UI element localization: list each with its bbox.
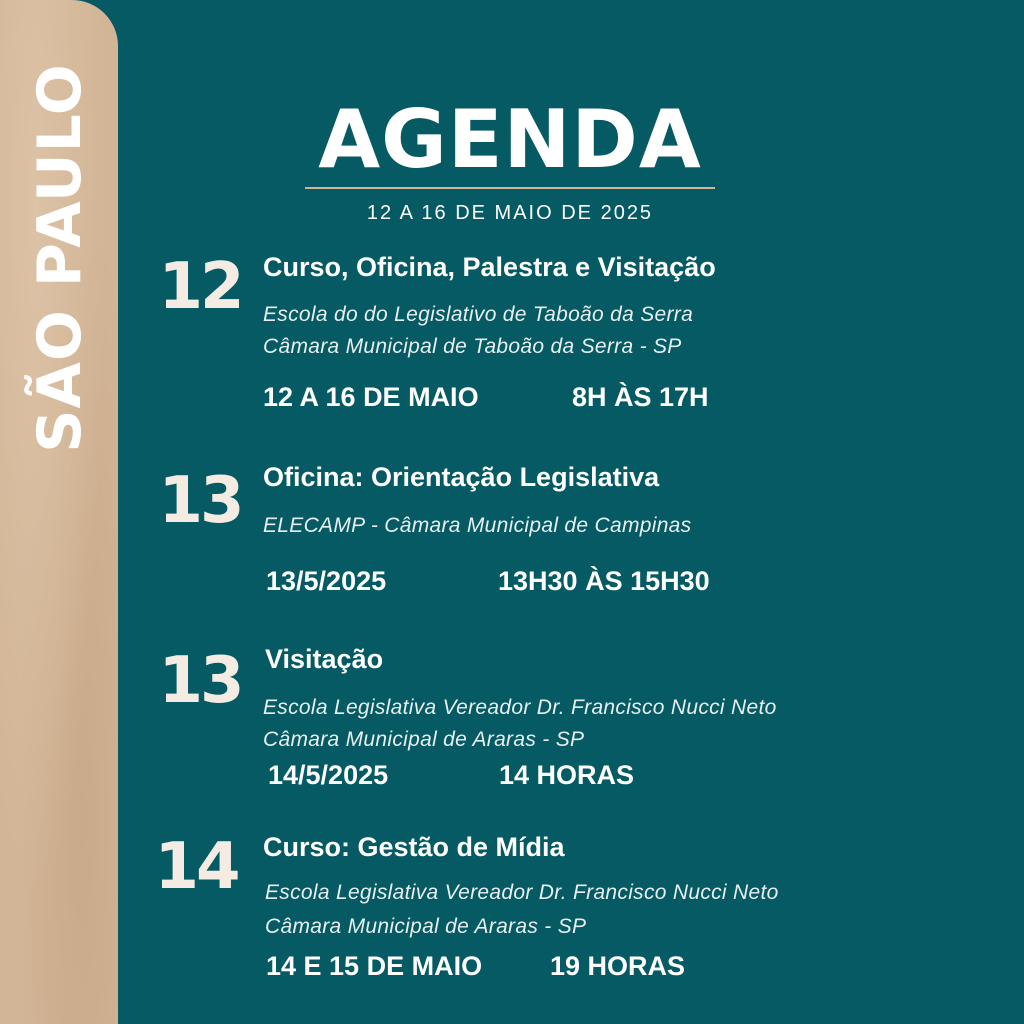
event-day: 13: [158, 464, 242, 538]
event-day: 12: [158, 250, 242, 324]
event-day: 13: [158, 644, 242, 718]
page-subtitle: 12 A 16 DE MAIO DE 2025: [366, 202, 654, 224]
event-date: 14 E 15 DE MAIO: [266, 951, 483, 981]
event-date: 12 A 16 DE MAIO: [263, 382, 479, 412]
event-time: 14 HORAS: [499, 760, 635, 790]
event-title: Curso: Gestão de Mídia: [263, 832, 565, 862]
title-divider: [305, 187, 715, 189]
state-label: SÃO PAULO: [25, 63, 95, 453]
event-venue-line: Escola Legislativa Vereador Dr. Francisco Nucci Neto: [265, 881, 779, 904]
event-day: 14: [154, 830, 238, 904]
event-title: Oficina: Orientação Legislativa: [263, 462, 660, 492]
event-venue-line: Câmara Municipal de Taboão da Serra - SP: [263, 335, 682, 358]
event-venue-line: Câmara Municipal de Araras - SP: [265, 915, 587, 938]
event-date: 13/5/2025: [266, 566, 387, 596]
event-venue-line: Escola do do Legislativo de Taboão da Serra: [263, 303, 694, 326]
event-venue-line: Escola Legislativa Vereador Dr. Francisco Nucci Neto: [263, 696, 777, 719]
event-venue-line: ELECAMP - Câmara Municipal de Campinas: [263, 514, 692, 537]
event-time: 13H30 ÀS 15H30: [498, 566, 710, 596]
event-date: 14/5/2025: [268, 760, 389, 790]
event-time: 19 HORAS: [550, 951, 686, 981]
event-title: Visitação: [265, 644, 384, 674]
page-title: AGENDA: [318, 93, 702, 186]
event-title: Curso, Oficina, Palestra e Visitação: [263, 252, 716, 282]
event-venue-line: Câmara Municipal de Araras - SP: [263, 728, 585, 751]
event-time: 8H ÀS 17H: [572, 382, 709, 412]
